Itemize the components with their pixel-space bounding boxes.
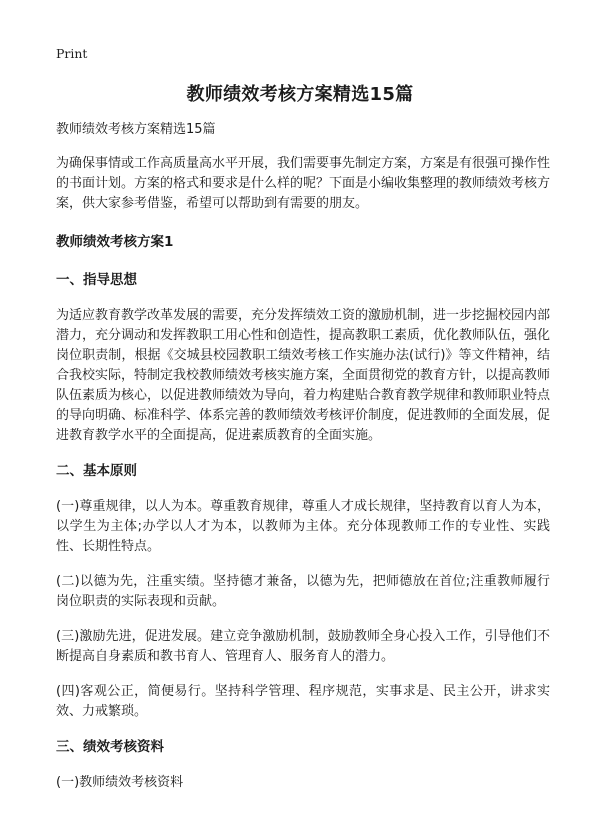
principle-paragraph: (一)尊重规律，以人为本。尊重教育规律，尊重人才成长规律，坚持教育以育人为本，以学生为主体;办学以人才为本，以教师为主体。充分体现教师工作的专业性、实践性、长期性特点。: [56, 499, 550, 554]
section-heading-guiding: 一、指导思想: [56, 272, 137, 288]
document-body: [56, 120, 550, 808]
content-paragraph: (一)教师绩效考核资料: [56, 775, 184, 790]
section-heading-principles: 二、基本原则: [56, 463, 137, 479]
document-subtitle: 教师绩效考核方案精选15篇: [56, 122, 216, 137]
guiding-paragraph: 为适应教育教学改革发展的需要，充分发挥绩效工资的激励机制，进一步挖掘校园内部潜力，充分调动和发挥教职工用心性和创造性，提高教职工素质，优化教师队伍，强化岗位职责制，根据《交城县校园教职工绩效考核工作实施办法(试行)》等文件精神，结合我校实际，特制定我校教师绩效考核实施方案，全面贯彻党的教育方针，以提高教师队伍素质为核心，以促进教师绩效为导向，着力构建贴合教育教学规律和教师职业特点的导向明确、标准科学、体系完善的教师绩效考核评价制度，促进教师的全面发展，促进教育教学水平的全面提高，促进素质教育的全面实施。: [56, 308, 551, 443]
plan-heading: 教师绩效考核方案1: [56, 234, 174, 250]
principle-paragraph: (二)以德为先，注重实绩。坚持德才兼备，以德为先，把师德放在首位;注重教师履行岗位职责的实际表现和贡献。: [56, 574, 550, 609]
page-title: 教师绩效考核方案精选15篇: [186, 84, 414, 105]
print-link[interactable]: Print: [56, 46, 88, 61]
principle-paragraph: (三)激励先进，促进发展。建立竞争激励机制，鼓励教师全身心投入工作，引导他们不断提高自身素质和教书育人、管理育人、服务育人的潜力。: [56, 629, 550, 664]
intro-paragraph: 为确保事情或工作高质量高水平开展，我们需要事先制定方案，方案是有很强可操作性的书面计划。方案的格式和要求是什么样的呢？下面是小编收集整理的教师绩效考核方案，供大家参考借鉴，希望可以帮助到有需要的朋友。: [56, 156, 551, 211]
principle-paragraph: (四)客观公正，简便易行。坚持科学管理、程序规范，实事求是、民主公开，讲求实效、力戒繁琐。: [56, 684, 550, 719]
section-heading-content: 三、绩效考核资料: [56, 739, 164, 755]
